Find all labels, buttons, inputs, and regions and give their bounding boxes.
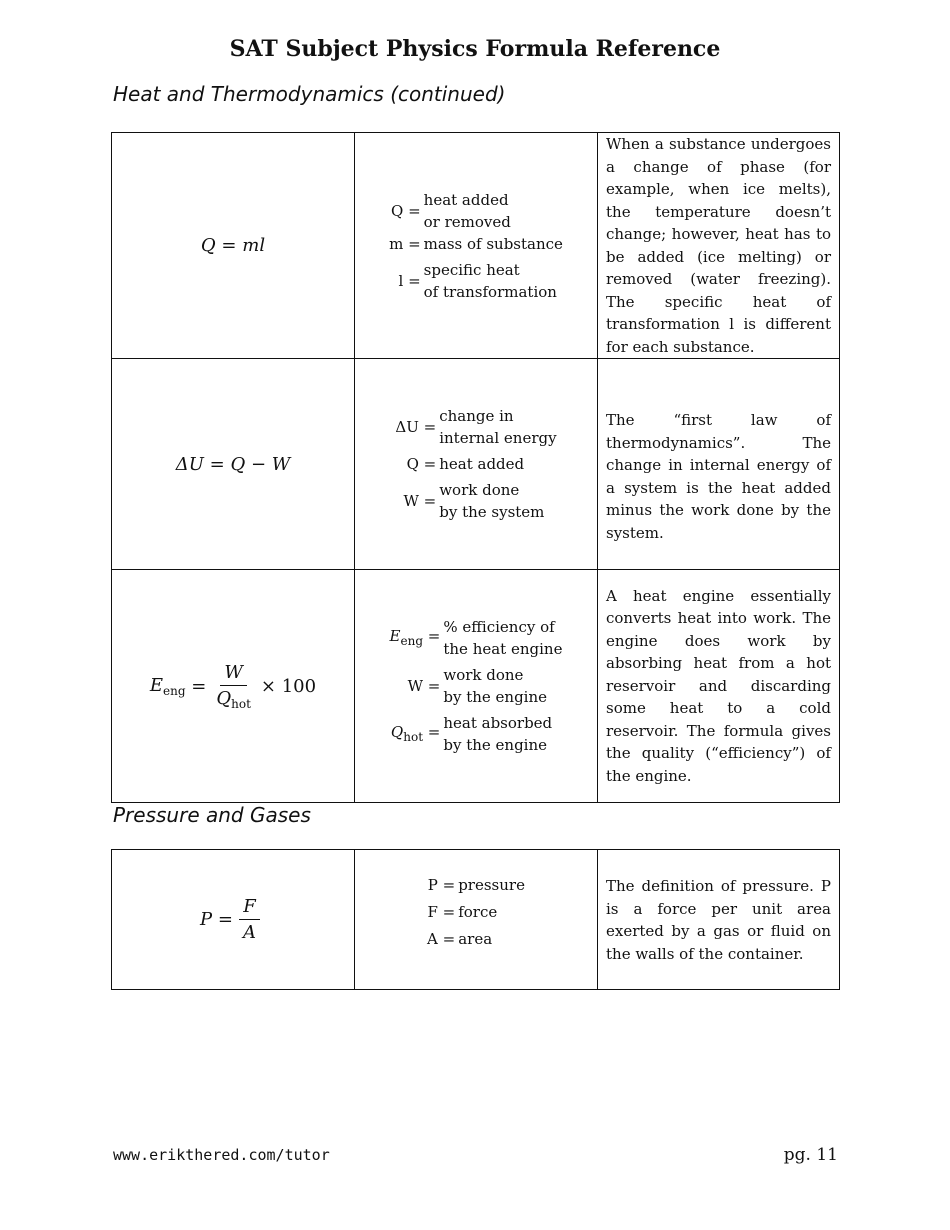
description-text: When a substance undergoes a change of phase (for example, when ice melts), the temperature doesn’t change; however, heat has to be added (ice melting) or removed (water freezing). The specific heat of transformation l is different for each substance.	[606, 135, 831, 356]
formula-equals: =	[217, 909, 233, 930]
def-text: work done	[443, 666, 524, 684]
formula-cell	[112, 359, 355, 570]
def-lhs: W =	[407, 677, 441, 695]
def-lhs: m =	[389, 234, 421, 253]
def-text: mass of substance	[423, 234, 563, 253]
formula-cell	[112, 850, 355, 990]
page-number: pg. 11	[783, 1145, 838, 1165]
def-text: by the engine	[443, 688, 548, 706]
table-row	[112, 850, 840, 990]
def-rhs	[443, 616, 562, 660]
def-lhs: A =	[427, 930, 456, 948]
def-text: force	[458, 903, 498, 921]
table-row	[112, 359, 840, 570]
def-symbol: Q	[390, 722, 404, 741]
table-row	[112, 133, 840, 359]
formula-cell	[112, 570, 355, 803]
formula-equals: =	[221, 235, 237, 256]
formula-multiplier: × 100	[260, 675, 317, 697]
def-rhs	[458, 923, 525, 950]
def-lhs: P =	[427, 876, 456, 894]
def-rhs	[424, 233, 563, 255]
def-text: work done	[439, 481, 520, 499]
formula-fraction	[239, 896, 260, 943]
def-text: specific heat	[423, 260, 520, 279]
formula-lhs	[150, 675, 186, 698]
description-cell	[598, 359, 840, 570]
def-text: heat added	[423, 190, 509, 209]
def-text: by the engine	[443, 736, 548, 754]
description-cell	[598, 133, 840, 359]
definitions-cell	[355, 570, 598, 803]
def-symbol: E	[389, 626, 401, 645]
def-text: % efficiency of	[443, 618, 555, 636]
formula-lhs-subscript: eng	[163, 683, 186, 698]
def-lhs: l =	[398, 271, 421, 290]
def-text: of transformation	[423, 282, 557, 301]
fraction-numerator: F	[239, 896, 260, 920]
def-lhs: $E_{eng}$ =	[389, 626, 441, 648]
def-text: by the system	[439, 503, 545, 521]
section-heading-pressure: Pressure and Gases	[113, 803, 311, 827]
def-lhs: F =	[427, 903, 456, 921]
formula-fraction	[212, 662, 255, 711]
formula-pressure	[200, 896, 266, 943]
def-lhs: W =	[403, 492, 437, 510]
def-rhs	[439, 405, 556, 449]
def-rhs	[439, 475, 556, 523]
def-subscript: hot	[403, 729, 424, 744]
fraction-denominator: A	[242, 922, 256, 943]
definitions-cell	[355, 359, 598, 570]
formula-first-law	[176, 454, 291, 475]
formula-lhs: P	[200, 909, 213, 930]
formula-equals: =	[209, 453, 225, 475]
formula-rhs: ml	[242, 235, 266, 256]
section-heading-thermo: Heat and Thermodynamics (continued)	[113, 82, 506, 106]
formula-rhs: Q − W	[230, 453, 291, 475]
table-row	[112, 570, 840, 803]
def-text: or removed	[423, 212, 511, 231]
formula-cell	[112, 133, 355, 359]
description-cell	[598, 850, 840, 990]
thermo-formula-table	[111, 132, 840, 803]
formula-engine-efficiency	[150, 662, 316, 711]
def-text: heat added	[439, 455, 525, 473]
description-text: The “first law of thermodynamics”. The change in internal energy of a system is the heat added minus the work done by the system.	[606, 411, 831, 542]
def-lhs: $Q_{hot}$ =	[390, 722, 441, 744]
def-lhs: Q =	[391, 201, 421, 220]
def-rhs	[443, 660, 562, 708]
formula-lhs: Q	[200, 235, 216, 256]
description-text: A heat engine essentially converts heat into work. The engine does work by absorbing heat from a hot reservoir and discarding some heat to a cold reservoir. The formula gives the quality (“efficiency”) of the engine.	[606, 586, 831, 785]
def-rhs	[424, 189, 563, 233]
def-rhs	[424, 255, 563, 303]
definitions-cell	[355, 133, 598, 359]
denominator-symbol: Q	[216, 687, 232, 709]
footer-url[interactable]: www.erikthered.com/tutor	[113, 1146, 330, 1164]
def-lhs: ΔU =	[395, 418, 437, 436]
formula-lhs: ΔU	[175, 453, 204, 475]
formula-lhs-symbol: E	[149, 674, 164, 696]
def-rhs	[458, 874, 525, 896]
def-rhs	[443, 708, 562, 756]
def-text: pressure	[458, 876, 525, 894]
definitions-cell	[355, 850, 598, 990]
def-rhs	[458, 896, 525, 923]
description-cell	[598, 570, 840, 803]
def-text: heat absorbed	[443, 714, 553, 732]
formula-equals: =	[191, 675, 207, 697]
pressure-formula-table	[111, 849, 840, 990]
fraction-denominator	[212, 686, 255, 711]
def-rhs	[439, 449, 556, 475]
fraction-numerator: W	[220, 662, 247, 686]
formula-latent-heat	[201, 235, 265, 256]
def-text: the heat engine	[443, 640, 563, 658]
def-lhs: Q =	[406, 455, 437, 473]
denominator-subscript: hot	[231, 696, 251, 711]
def-subscript: eng	[400, 633, 424, 648]
page-title: SAT Subject Physics Formula Reference	[229, 36, 721, 62]
def-text: area	[458, 930, 493, 948]
def-text: internal energy	[439, 429, 557, 447]
description-text: The definition of pressure. P is a force per unit area exerted by a gas or fluid on the walls of the container.	[606, 877, 831, 963]
def-text: change in	[439, 407, 514, 425]
